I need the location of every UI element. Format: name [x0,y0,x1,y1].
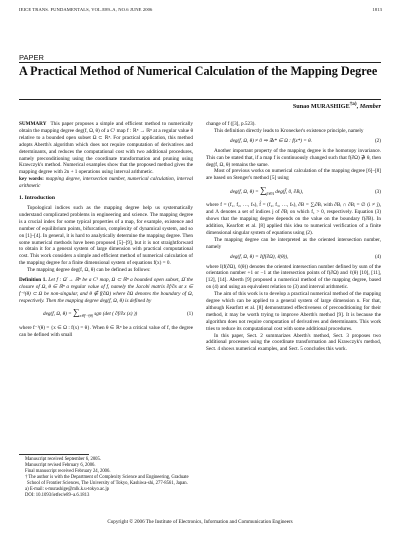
paper-title: A Practical Method of Numerical Calculation of the Mapping Degree [19,64,378,78]
author-role: Member [359,103,381,111]
intro-heading: 1. Introduction [19,195,55,202]
after-equation-1: where f⁻¹(θ) = {x ∈ Ω : f(x) = θ}. When θ ∈ ℝⁿ be a critical value of f, the degree can be defined with small [19,324,193,338]
section-label: PAPER [19,53,44,62]
running-header [19,7,382,12]
footnotes [19,457,193,499]
copyright-footer: Copyright © 2006 The Institute of Electronics, Information and Communication Engineers [107,519,293,525]
eq3-sum-sub: β∈Λ [266,191,274,196]
footnote-rule [19,454,89,455]
definition-label: Definition 1. [19,277,47,284]
eq2-number: (2) [374,137,381,144]
eq4-text: deg(f, Ω, θ) = I(f(∂Ω), ℓ(θ)), [230,253,289,260]
footnote-final: Final manuscript received February 24, 2006. [25,469,111,474]
right-paragraph-7: The aim of this work is to develop a practical numerical method of the mapping degree which can be applied to a general system of large dimension n. For that, although Kearfott et al. [8] demonstrated effectiveness of preconditioning for their method, it may be worth trying to improve Aberth's method [9]. It is because the algorithm does not require computation of derivatives and determinants. This work tries to reduce its computational cost with some additional procedures. [206,291,381,332]
equation-1: deg(f, Ω, $\theta) = \sum_{x\in f^{-1}(\theta)}$ sgn (det ( ∂f/∂x (x) )) (1) [43,307,193,319]
summary-text: This paper proposes a simple and efficient method to numerically obtain the mapping degree deg(f, Ω, θ) of a C¹ map f : ℝⁿ → ℝⁿ at a regular value θ relative to a bounded open subset Ω ⊂ ℝⁿ. For practical application, this method adopts Aberth's algorithm which does not require computation of derivatives and determinants, and reduces the computational cost with two additional procedures, namely preconditioning using the coordinate transformation and pruning using Krawczyk's method. Numerical examples show that the proposed method gives the mapping degree with 2n + 1 operations using interval arithmetic. [19,121,193,176]
summary [19,121,193,176]
right-paragraph-5: The mapping degree can be interpreted as the oriented intersection number, namely [206,236,381,250]
eq3-lhs: deg(f, Ω, θ) = [230,188,259,195]
eq4-number: (4) [374,253,381,260]
definition-text: Let f : Ω̄ → ℝⁿ be a C¹ map, Ω ⊂ ℝⁿ a bounded open subset, Ω̄ the closure of Ω, θ ∈ ℝⁿ a regular value of f, namely the Jacobi matrix ∂f/∂x at x ∈ f⁻¹(θ) ⊂ Ω be non-singular, and θ ∉ f(∂Ω) where ∂Ω denotes the boundary of Ω, respectively. Then the mapping degree deg(f, Ω, θ) is defined by [19,277,194,304]
eq1-number: (1) [186,311,193,318]
keywords-label: key words: [19,176,44,183]
eq3-rhs: deg(f̂, 0, ∂Bᵢ), [275,188,304,195]
eq1-rhs: sgn (det ( ∂f/∂x (x) )) [94,311,138,318]
summary-label: SUMMARY [19,121,47,127]
right-paragraph-0: change of f ([3], p.523). [206,121,256,127]
equation-2 [206,138,381,145]
eq2-text: deg(f, Ω, θ) ≠ 0 ⇒ ∃x* ∈ Ω : f(x*) = θ. [230,137,312,144]
right-paragraph-1: This definition directly leads to Kronecker's existence principle, namely [214,127,364,134]
footnote-email: a) E-mail: s-murashige@mlk.k.u-tokyo.ac.jp [25,487,109,492]
author-mark: †a) [349,101,357,107]
equation-4 [206,254,381,261]
footnote-doi: DOI: 10.1093/ietfec/e89–a.6.1813 [25,493,90,498]
title-rule [19,99,381,100]
right-paragraph-6: where I(f(∂Ω), ℓ(θ)) denotes the oriented intersection number defined by sum of the orientation number +1 or −1 at the intersection points of f(∂Ω) and ℓ(θ) [10], [11], [12], [14]. Aberth [9] proposed a numerical method of the mapping degree, based on (4) and using an equivalent relation to (3) and interval arithmetic. [206,263,381,291]
eq1-lhs: deg(f, Ω, θ) = [43,311,72,318]
definition [19,277,193,305]
keywords-text: mapping degree, intersection number, numerical calculation, interval arithmetic [19,176,194,190]
keywords [19,176,193,190]
right-paragraph-8: In this paper, Sect. 2 summarizes Aberth's method, Sect. 3 proposes two additional processes using the coordinate transformation and Krawczyk's method, Sect. 4 shows numerical examples, and Sect. 5 concludes this work. [206,332,381,353]
left-column [19,121,193,338]
intro-paragraph-2: The mapping degree deg(f, Ω, θ) can be defined as follows: [27,267,151,274]
intro-paragraph-1: Topological indices such as the mapping degree help us systematically understand complicated problems in engineering and science. The mapping degree is a crucial index for some typical properties of a map, for example, existence and number of equilibrium points, bifurcation, complexity of dynamical system, and so on [1]–[4]. In general, it is hard to analytically determine the mapping degree. Then some numerical methods have been proposed [5]–[9], but it is not straightforward to obtain it for a general system of large dimension with practical computational cost. This work considers a simple and efficient method of numerical calculation of the mapping degree for a finite dimensional system of equations f(x) = 0. [19,204,193,267]
footnote-received: Manuscript received September 6, 2005. [25,457,102,462]
right-paragraph-2: Another important property of the mapping degree is the homotopy invariance. This can be stated that, if a map f is continuously changed such that f(∂Ω) ∌ θ, then deg(f, Ω, θ) remains the same. [206,147,381,168]
author-name: Sunao MURASHIGE [292,103,350,111]
author-line: Sunao MURASHIGE$^{\dagger a)}$, Member [292,101,381,111]
page-number: 1813 [372,7,382,12]
journal-name: IEICE TRANS. FUNDAMENTALS, VOL.E89–A, NO.6 JUNE 2006 [19,7,153,12]
footnote-affiliation: † The author is with the Department of Complexity Science and Engineering, Graduate School of Frontier Sciences, The University of Tokyo, Kashiwa-shi, 277-8561, Japan. [25,475,189,486]
footnote-revised: Manuscript revised February 6, 2006. [25,463,96,468]
right-paragraph-4: where f = (f₁, f₂, …, fₙ), f̂ = (f₂, f₃, …, fₙ), ∂B = ∑ᵢ∂Bᵢ with ∂Bᵢ ∩ ∂Bⱼ = ∅ (i ≠ j), and Λ denotes a set of indices j of ∂Bⱼ on which f₁ > 0, respectively. Equation (3) shows that the mapping degree depends on the value on the boundary f(∂B). In addition, Kearfott et al. [8] applied this idea to numerical verification of a finite dimensional singular system of equations using (2). [206,202,381,236]
right-paragraph-3: Most of previous works on numerical calculation of the mapping degree [6]–[8] are based on Stenger's method [5] using [206,168,381,182]
right-column [206,121,381,353]
eq3-number: (3) [374,188,381,195]
eq1-sum-sub: x∈f⁻¹(θ) [79,314,93,319]
equation-3: deg(f, Ω, $\theta) = \sum_{\beta\in\Lambda}$ deg(f̂, 0, ∂Bᵢ), (3) [230,184,381,196]
